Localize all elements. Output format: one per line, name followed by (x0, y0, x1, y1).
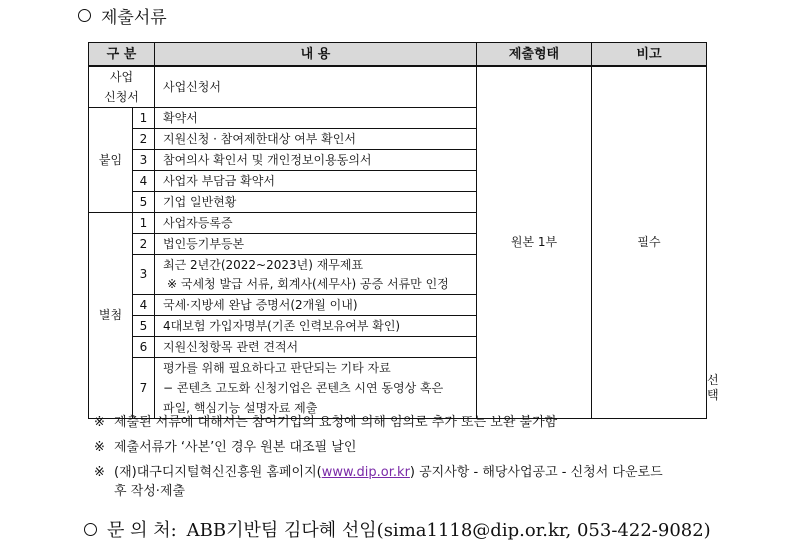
note-mark: ※ (94, 440, 105, 455)
category-application: 사업 신청서 (89, 66, 155, 108)
header-format: 제출형태 (477, 43, 592, 67)
row-number: 2 (133, 234, 155, 255)
row-number: 3 (133, 150, 155, 171)
note-mark: ※ (94, 415, 105, 430)
contact-label: 문 의 처: (107, 520, 177, 541)
note-continuation: 후 작성·제출 (114, 484, 186, 499)
row-number: 2 (133, 129, 155, 150)
section-title-text: 제출서류 (101, 8, 167, 28)
note-prefix: (재)대구디지털혁신진흥원 홈페이지( (114, 465, 322, 480)
note-text (114, 463, 663, 482)
cell-content: 사업자등록증 (155, 213, 477, 234)
row-number: 5 (133, 316, 155, 337)
note-text: 제출서류가 ‘사본’인 경우 원본 대조필 날인 (114, 440, 357, 455)
content-line: 최근 2년간(2022~2023년) 재무제표 (163, 257, 364, 272)
content-line: − 콘텐츠 고도화 신청기업은 콘텐츠 시연 동영상 혹은 (163, 381, 444, 395)
header-remarks: 비고 (592, 43, 707, 67)
cell-content: 사업신청서 (155, 66, 477, 108)
cell-content: 법인등기부등본 (155, 234, 477, 255)
table-row: 7 평가를 위해 필요하다고 판단되는 기타 자료 − 콘텐츠 고도화 신청기업은 콘텐츠 시연 동영상 혹은 파일, 핵심기능 설명자료 제출 선택 (89, 358, 707, 419)
note-mark: ※ (94, 465, 105, 480)
content-line: ※ 국세청 발급 서류, 회계사(세무사) 공증 서류만 인정 (167, 276, 449, 291)
cell-content: 기업 일반현황 (155, 192, 477, 213)
note-text: 제출된 서류에 대해서는 참여기업의 요청에 의해 임의로 추가 또는 보완 불가함 (114, 415, 558, 430)
note-item (94, 463, 663, 482)
note-item (94, 413, 663, 432)
cell-content: 지원신청 · 참여제한대상 여부 확인서 (155, 129, 477, 150)
row-number: 5 (133, 192, 155, 213)
homepage-link[interactable]: www.dip.or.kr (321, 465, 410, 480)
documents-table (88, 42, 719, 419)
remark-required: 필수 (592, 66, 707, 419)
row-number: 7 (133, 358, 155, 419)
table-row (89, 66, 707, 108)
format-cell: 원본 1부 (477, 66, 592, 419)
note-suffix: ) 공지사항 - 해당사업공고 - 신청서 다운로드 (409, 465, 663, 480)
cell-content: 국세·지방세 완납 증명서(2개월 이내) (155, 295, 477, 316)
category-separate: 별첨 (89, 213, 133, 419)
table-header-row (89, 43, 707, 67)
cell-content: 4대보험 가입자명부(기존 인력보유여부 확인) (155, 316, 477, 337)
section-title (78, 3, 167, 28)
cell-content: 사업자 부담금 확약서 (155, 171, 477, 192)
row-number: 4 (133, 171, 155, 192)
contact-footer (84, 516, 711, 542)
row-number: 1 (133, 213, 155, 234)
row-number: 1 (133, 108, 155, 129)
row-number: 6 (133, 337, 155, 358)
cell-content (155, 358, 477, 419)
content-line: 평가를 위해 필요하다고 판단되는 기타 자료 (163, 361, 391, 375)
header-category: 구 분 (89, 43, 155, 67)
category-attachments: 붙임 (89, 108, 133, 213)
content-line: 파일, 핵심기능 설명자료 제출 (163, 401, 318, 415)
contact-text: ABB기반팀 김다혜 선임(sima1118@dip.or.kr, 053-422-9082) (186, 520, 711, 541)
note-item (94, 438, 663, 457)
cell-content: 지원신청항목 관련 견적서 (155, 337, 477, 358)
cell-content (155, 255, 477, 295)
circle-bullet-icon (78, 9, 91, 22)
circle-bullet-icon (84, 523, 97, 536)
row-number: 3 (133, 255, 155, 295)
cell-content: 확약서 (155, 108, 477, 129)
row-number: 4 (133, 295, 155, 316)
cell-content: 참여의사 확인서 및 개인정보이용동의서 (155, 150, 477, 171)
notes (94, 413, 663, 501)
header-content: 내 용 (155, 43, 477, 67)
